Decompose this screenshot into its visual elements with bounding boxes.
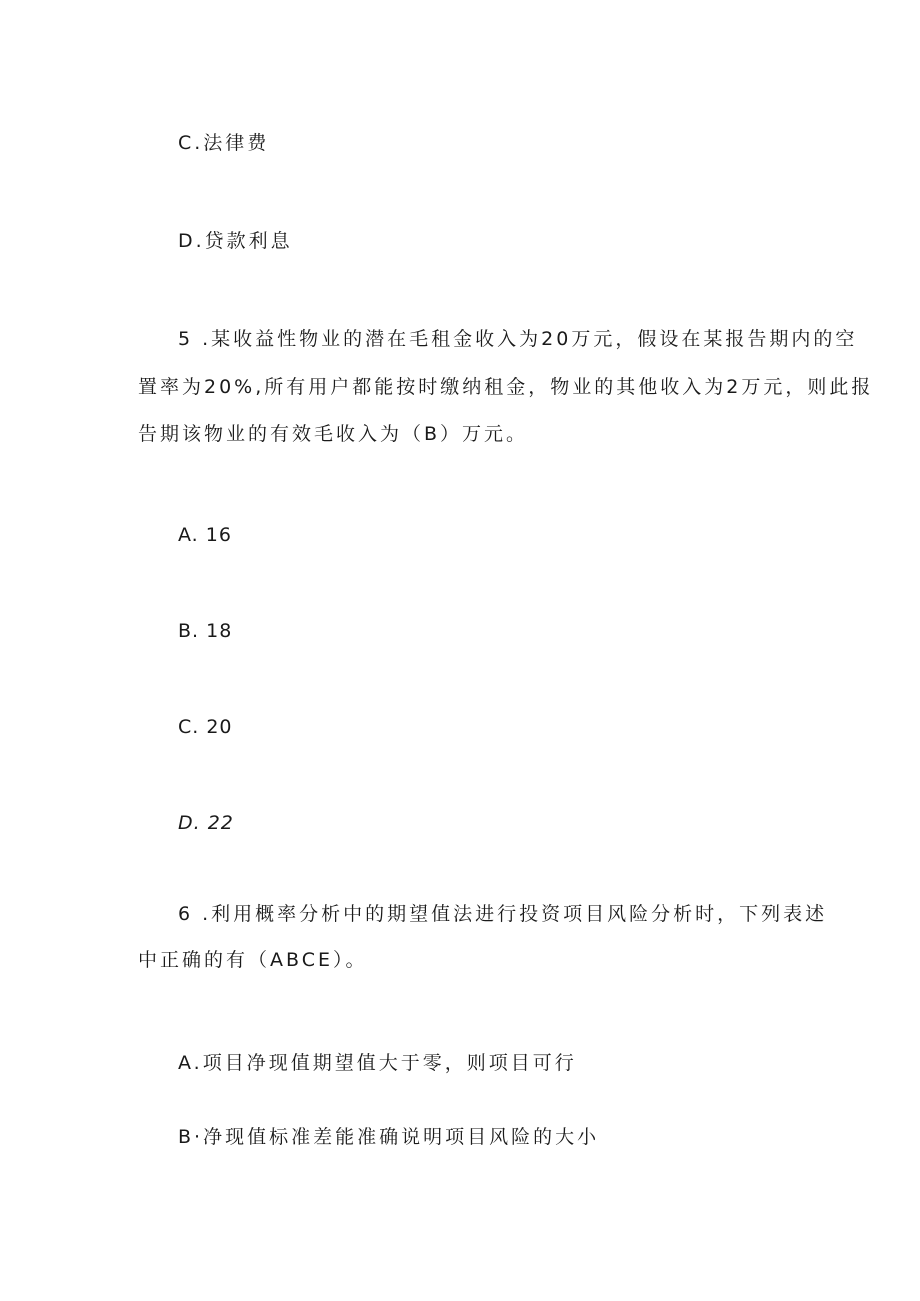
q6-option-b: B·净现值标准差能准确说明项目风险的大小 [178,1126,600,1148]
q6-option-a: A.项目净现值期望值大于零，则项目可行 [178,1052,577,1074]
q5-text-line-1: 5 .某收益性物业的潜在毛租金收入为20万元，假设在某报告期内的空 [178,328,858,350]
q5-option-a: A. 16 [178,524,232,546]
q5-option-d: D. 22 [178,812,234,834]
q5-option-c: C. 20 [178,716,233,738]
q4-option-d: D.贷款利息 [178,230,293,252]
q5-text-line-2: 置率为20%,所有用户都能按时缴纳租金，物业的其他收入为2万元，则此报 [138,376,874,398]
q6-text-line-2: 中正确的有（ABCE）。 [138,949,368,971]
q4-option-c: C.法律费 [178,132,270,154]
q6-text-line-1: 6 .利用概率分析中的期望值法进行投资项目风险分析时，下列表述 [178,903,828,925]
q5-option-b: B. 18 [178,620,233,642]
q5-text-line-3: 告期该物业的有效毛收入为（B）万元。 [138,423,529,445]
